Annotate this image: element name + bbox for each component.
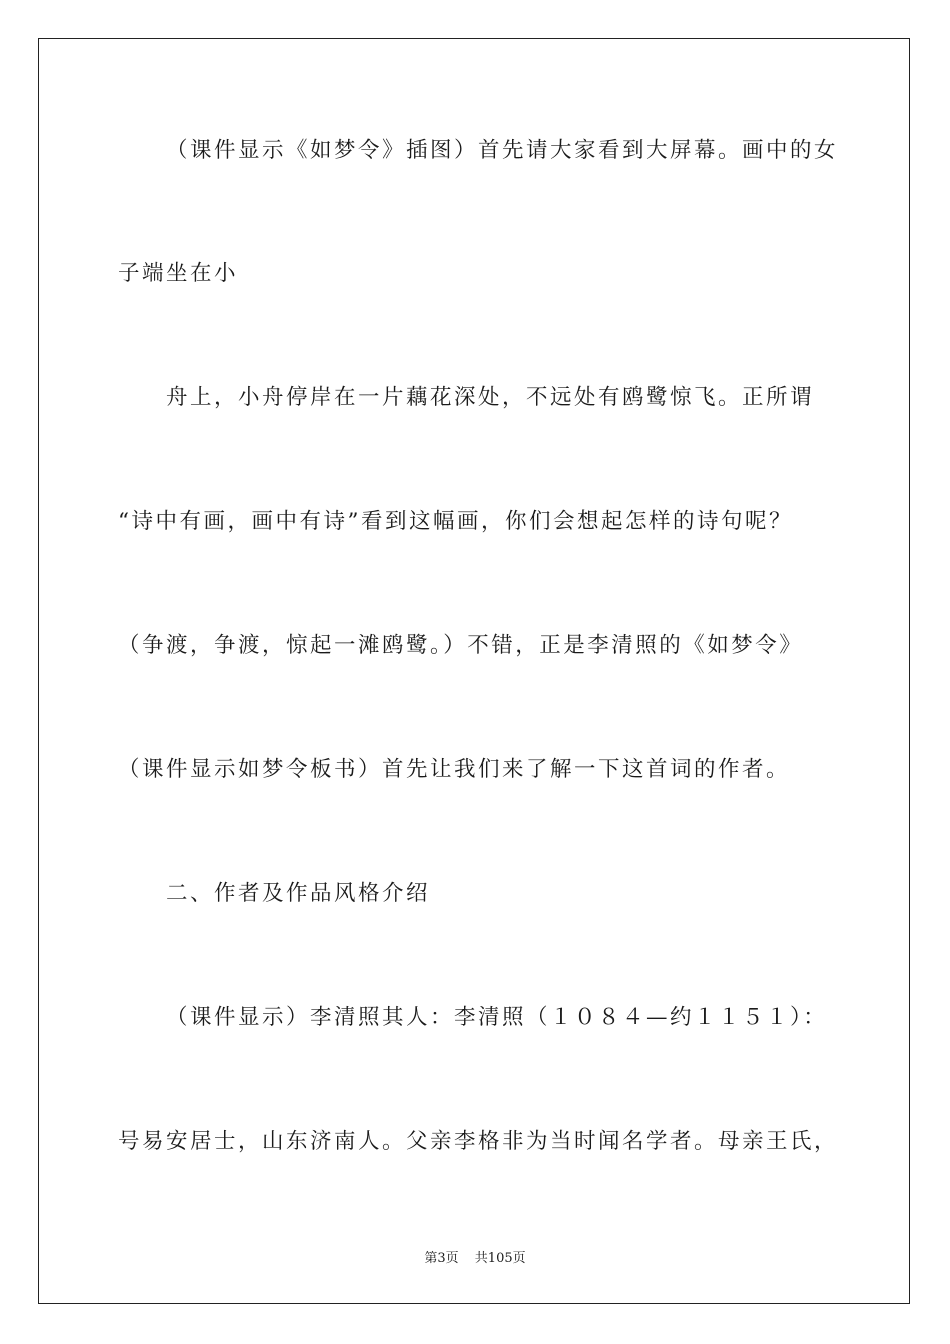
paragraph-line-8: （课件显示）李清照其人：李清照（１０８４—约１１５１）： — [166, 1005, 828, 1030]
page-footer — [0, 1247, 950, 1266]
page-border — [38, 38, 910, 1304]
paragraph-line-3: 舟上，小舟停岸在一片藕花深处，不远处有鸥鹭惊飞。正所谓 — [166, 385, 815, 410]
paragraph-line-6: （课件显示如梦令板书）首先让我们来了解一下这首词的作者。 — [118, 757, 791, 782]
paragraph-line-1: （课件显示《如梦令》插图）首先请大家看到大屏幕。画中的女 — [166, 138, 839, 163]
paragraph-line-4: “诗中有画，画中有诗”看到这幅画，你们会想起怎样的诗句呢？ — [118, 509, 793, 534]
section-heading: 二、作者及作品风格介绍 — [166, 881, 431, 906]
paragraph-line-2: 子端坐在小 — [118, 261, 239, 286]
paragraph-line-9: 号易安居士，山东济南人。父亲李格非为当时闻名学者。母亲王氏， — [118, 1129, 839, 1154]
page-total: 共105页 — [474, 1251, 526, 1266]
page-number: 第3页 — [424, 1251, 459, 1266]
paragraph-line-5: （争渡，争渡，惊起一滩鸥鹭。）不错，正是李清照的《如梦令》 — [118, 633, 804, 658]
